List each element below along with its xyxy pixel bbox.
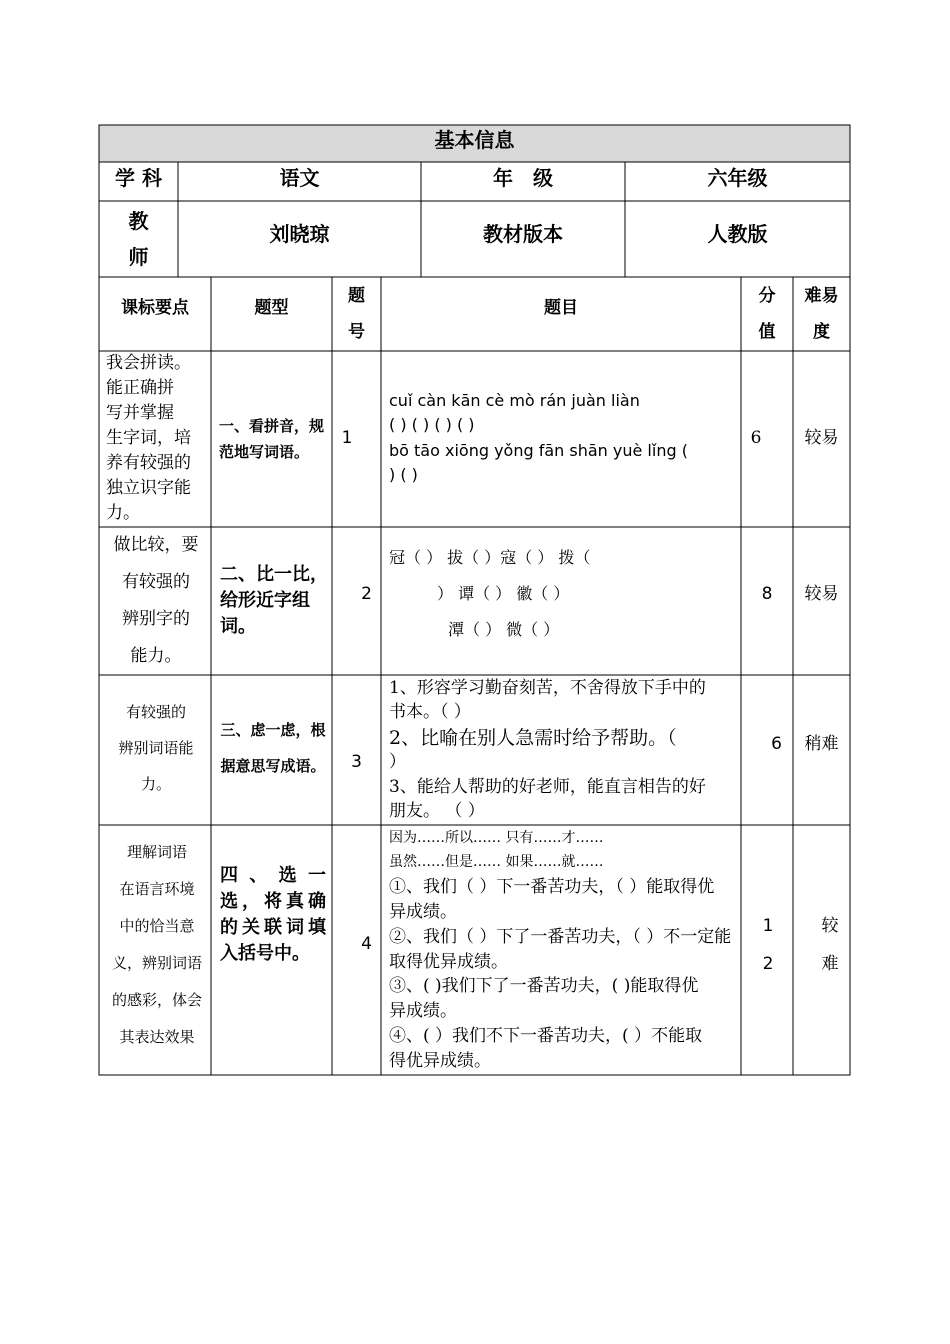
table-title: 基本信息 (434, 128, 515, 152)
col-number-header (332, 277, 381, 351)
teacher-label (99, 201, 178, 277)
row4-type: 四、选一选，将真确的关联词填入括号中。 (220, 865, 326, 964)
question-line: 虽然……但是…… 如果……就…… (389, 854, 604, 870)
question-line: 书本。（ ） (389, 702, 471, 722)
edition-label: 教材版本 (483, 222, 563, 246)
col-standard-header: 课标要点 (121, 298, 189, 319)
question-line: ） 谭（ ） 徽（ ） (437, 584, 570, 603)
grade-label: 年 级 (493, 166, 553, 190)
row4-difficulty (808, 905, 852, 985)
standard-line: 力。 (140, 775, 171, 793)
standard-line: 在语言环境 (119, 880, 195, 898)
difficulty-char: 难 (821, 954, 839, 974)
question-line: 朋友。 （ ） (389, 801, 485, 821)
standard-line: 力。 (106, 503, 140, 523)
standard-line: 辨别词语能 (118, 739, 194, 757)
row1-score: 6 (750, 428, 762, 449)
question-line: 异成绩。 (389, 902, 457, 922)
row3-standard (101, 675, 211, 821)
score-digit: 2 (762, 954, 774, 974)
score-digit: 1 (762, 916, 774, 936)
teacher-label-line: 师 (128, 245, 149, 269)
col-number-header-line: 题 (348, 286, 365, 306)
row3-difficulty: 稍难 (804, 734, 839, 755)
row1-number: 1 (341, 428, 353, 449)
standard-line: 义，辨别词语 (111, 954, 202, 972)
row4-standard (101, 834, 213, 1056)
question-line: 潭（ ） 微（ ） (448, 620, 560, 639)
row1-type: 一、看拼音，规范地写词语。 (219, 417, 325, 461)
standard-line: 做比较，要 (113, 535, 199, 555)
standard-line: 有较强的 (125, 703, 186, 721)
standard-line: 辨别字的 (122, 609, 190, 629)
grade-value: 六年级 (707, 166, 768, 190)
question-line: 2、比喻在别人急需时给予帮助。（ (389, 727, 677, 749)
question-line: ③、( )我们下了一番苦功夫，( )能取得优 (389, 976, 699, 996)
row2-difficulty: 较易 (804, 584, 839, 605)
standard-line: 其表达效果 (119, 1028, 195, 1046)
question-line: ①、我们（ ）下一番苦功夫，（ ）能取得优 (389, 877, 715, 897)
col-type-header: 题型 (254, 298, 289, 319)
edition-value: 人教版 (707, 222, 768, 246)
standard-line: 能力。 (130, 646, 182, 666)
col-difficulty-header-line: 难易 (804, 286, 839, 306)
question-line: ④、( ）我们不下一番苦功夫，( ）不能取 (389, 1026, 703, 1046)
standard-line: 养有较强的 (106, 453, 191, 473)
subject-label: 学 科 (115, 166, 162, 190)
col-difficulty-header (793, 277, 850, 351)
row3-number: 3 (351, 752, 362, 773)
question-line: 异成绩。 (389, 1001, 457, 1021)
col-difficulty-header-line: 度 (813, 322, 830, 342)
question-line: 取得优异成绩。 (389, 952, 508, 972)
col-number-header-line: 号 (348, 322, 365, 342)
standard-line: 理解词语 (126, 843, 187, 861)
question-line: ) ( ) (389, 465, 418, 484)
row4-score (752, 905, 784, 985)
question-line: cuǐ càn kān cè mò rán juàn liàn (389, 391, 640, 410)
standard-line: 的感彩，体会 (111, 991, 202, 1009)
col-score-header-line: 值 (758, 322, 776, 342)
subject-value: 语文 (279, 166, 320, 190)
teacher-value: 刘晓琼 (269, 222, 330, 246)
col-question-header: 题目 (544, 298, 578, 319)
question-line: ） (389, 752, 406, 772)
question-line: 1、形容学习勤奋刻苦，不舍得放下手中的 (389, 678, 706, 698)
question-line: 3、能给人帮助的好老师，能直言相告的好 (389, 777, 706, 797)
row4-number: 4 (361, 934, 372, 955)
row1-difficulty: 较易 (804, 428, 839, 449)
standard-line: 写并掌握 (106, 403, 174, 423)
standard-line: 有较强的 (122, 572, 190, 592)
standard-line: 能正确拼 (106, 378, 174, 398)
row1-standard (106, 351, 210, 527)
question-line: 冠（ ） 拔（ ）寇（ ） 拨（ (389, 548, 591, 567)
col-score-header (741, 277, 793, 351)
row3-type: 三、虑一虑，根据意思写成语。 (220, 721, 326, 775)
standard-line: 我会拼读。 (106, 353, 191, 373)
row2-standard (101, 527, 211, 675)
col-score-header-line: 分 (758, 286, 776, 306)
row2-number: 2 (361, 584, 372, 605)
question-line: 得优异成绩。 (389, 1051, 491, 1071)
question-line: bō tāo xiōng yǒng fān shān yuè lǐng ( (389, 441, 688, 460)
row2-score: 8 (761, 584, 773, 605)
question-line: 因为……所以…… 只有……才…… (389, 830, 604, 846)
standard-line: 生字词，培 (106, 428, 191, 448)
standard-line: 独立识字能 (106, 478, 191, 498)
question-line: ②、我们（ ）下了一番苦功夫，（ ）不一定能 (389, 927, 732, 947)
teacher-label-line: 教 (128, 209, 149, 233)
row2-type: 二、比一比，给形近字组词。 (220, 564, 328, 637)
question-line: ( ) ( ) ( ) ( ) (389, 415, 475, 434)
row3-score: 6 (771, 734, 782, 755)
difficulty-char: 较 (821, 916, 839, 936)
standard-line: 中的恰当意 (119, 917, 195, 935)
